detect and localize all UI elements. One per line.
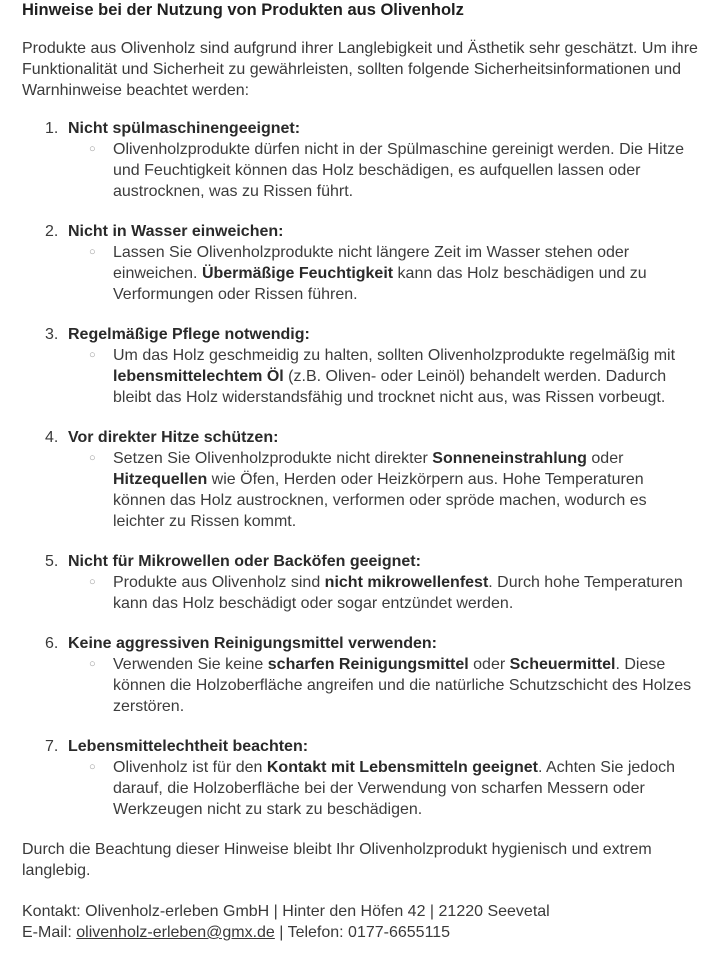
item-heading: Nicht in Wasser einweichen: <box>68 223 284 240</box>
circle-bullet-icon: ○ <box>89 349 96 361</box>
body-text: Lassen Sie Olivenholzprodukte nicht längere Zeit im Wasser stehen oder einweichen. <box>113 244 630 282</box>
item-body <box>68 572 698 614</box>
warning-list <box>22 118 698 820</box>
body-text: wie Öfen, Herden oder Heizkörpern aus. Hohe Temperaturen können das Holz austrocknen, verformen oder spröde machen, wodurch es leichter zu Rissen kommt. <box>113 471 647 530</box>
item-heading: Nicht spülmaschinengeeignet: <box>68 120 301 137</box>
closing-paragraph: Durch die Beachtung dieser Hinweise bleibt Ihr Olivenholzprodukt hygienisch und extrem langlebig. <box>22 841 652 879</box>
contact-block <box>22 901 698 943</box>
contact-email-line <box>22 922 698 943</box>
body-text: Um das Holz geschmeidig zu halten, sollten Olivenholzprodukte regelmäßig mit <box>113 347 676 364</box>
circle-bullet-icon: ○ <box>89 143 96 155</box>
item-heading: Vor direkter Hitze schützen: <box>68 429 279 446</box>
item-body <box>68 448 698 532</box>
item-heading: Nicht für Mikrowellen oder Backöfen geeignet: <box>68 553 421 570</box>
body-text: Olivenholz ist für den <box>113 759 267 776</box>
contact-address: Kontakt: Olivenholz-erleben GmbH | Hinter den Höfen 42 | 21220 Seevetal <box>22 903 550 920</box>
body-text: Olivenholzprodukte dürfen nicht in der Spülmaschine gereinigt werden. Die Hitze und Feuchtigkeit können das Holz beschädigen, es aufquellen lassen oder austrocknen, was zu Rissen führt. <box>113 141 684 200</box>
list-item <box>22 427 698 532</box>
item-number: 2. <box>45 223 59 240</box>
email-label: E-Mail: <box>22 924 77 941</box>
emphasis-text: scharfen Reinigungsmittel <box>267 656 469 673</box>
list-item <box>22 221 698 305</box>
circle-bullet-icon: ○ <box>89 658 96 670</box>
body-text: kann das Holz beschädigen und zu Verformungen oder Rissen führen. <box>113 265 647 303</box>
item-number: 5. <box>45 553 59 570</box>
item-number: 7. <box>45 738 59 755</box>
item-body <box>68 345 698 408</box>
body-text: Produkte aus Olivenholz sind <box>113 574 325 591</box>
item-body <box>68 139 698 202</box>
item-body <box>68 242 698 305</box>
item-body <box>68 757 698 820</box>
list-item <box>22 736 698 820</box>
emphasis-text: nicht mikrowellenfest <box>324 574 489 591</box>
list-item <box>22 633 698 717</box>
email-link[interactable]: olivenholz-erleben@gmx.de <box>76 924 275 941</box>
body-text: . Durch hohe Temperaturen kann das Holz beschädigt oder sogar entzündet werden. <box>113 574 683 612</box>
body-text: Setzen Sie Olivenholzprodukte nicht direkter <box>113 450 433 467</box>
body-text: . Diese können die Holzoberfläche angreifen und die natürliche Schutzschicht des Holzes zerstören. <box>113 656 692 715</box>
item-heading: Keine aggressiven Reinigungsmittel verwenden: <box>68 635 437 652</box>
body-text: (z.B. Oliven- oder Leinöl) behandelt werden. Dadurch bleibt das Holz widerstandsfähig und trocknet nicht aus, was Rissen vorbeugt. <box>113 368 667 406</box>
list-item <box>22 118 698 202</box>
item-number: 6. <box>45 635 59 652</box>
body-text: oder <box>468 656 510 673</box>
circle-bullet-icon: ○ <box>89 576 96 588</box>
phone-text: | Telefon: 0177-6655115 <box>274 924 451 941</box>
item-number: 3. <box>45 326 59 343</box>
item-heading: Regelmäßige Pflege notwendig: <box>68 326 310 343</box>
emphasis-text: lebensmittelechtem Öl <box>113 368 284 385</box>
document-page <box>22 0 698 943</box>
list-item <box>22 324 698 408</box>
emphasis-text: Scheuermittel <box>509 656 616 673</box>
circle-bullet-icon: ○ <box>89 452 96 464</box>
item-number: 4. <box>45 429 59 446</box>
emphasis-text: Kontakt mit Lebensmitteln geeignet <box>266 759 538 776</box>
body-text: . Achten Sie jedoch darauf, die Holzoberfläche bei der Verwendung von scharfen Messern oder Werkzeugen nicht zu stark zu beschädigen. <box>113 759 675 818</box>
intro-paragraph: Produkte aus Olivenholz sind aufgrund ihrer Langlebigkeit und Ästhetik sehr geschätzt. Um ihre Funktionalität und Sicherheit zu gewährleisten, sollten folgende Sicherheitsinformationen und Warnhinweise beachtet werden: <box>22 40 698 99</box>
body-text: Verwenden Sie keine <box>113 656 268 673</box>
circle-bullet-icon: ○ <box>89 246 96 258</box>
emphasis-text: Sonneneinstrahlung <box>432 450 587 467</box>
circle-bullet-icon: ○ <box>89 761 96 773</box>
body-text: oder <box>586 450 624 467</box>
emphasis-text: Übermäßige Feuchtigkeit <box>201 265 394 282</box>
item-number: 1. <box>45 120 59 137</box>
emphasis-text: Hitzequellen <box>113 471 208 488</box>
item-heading: Lebensmittelechtheit beachten: <box>68 738 309 755</box>
item-body <box>68 654 698 717</box>
list-item <box>22 551 698 614</box>
document-title: Hinweise bei der Nutzung von Produkten aus Olivenholz <box>22 1 464 19</box>
